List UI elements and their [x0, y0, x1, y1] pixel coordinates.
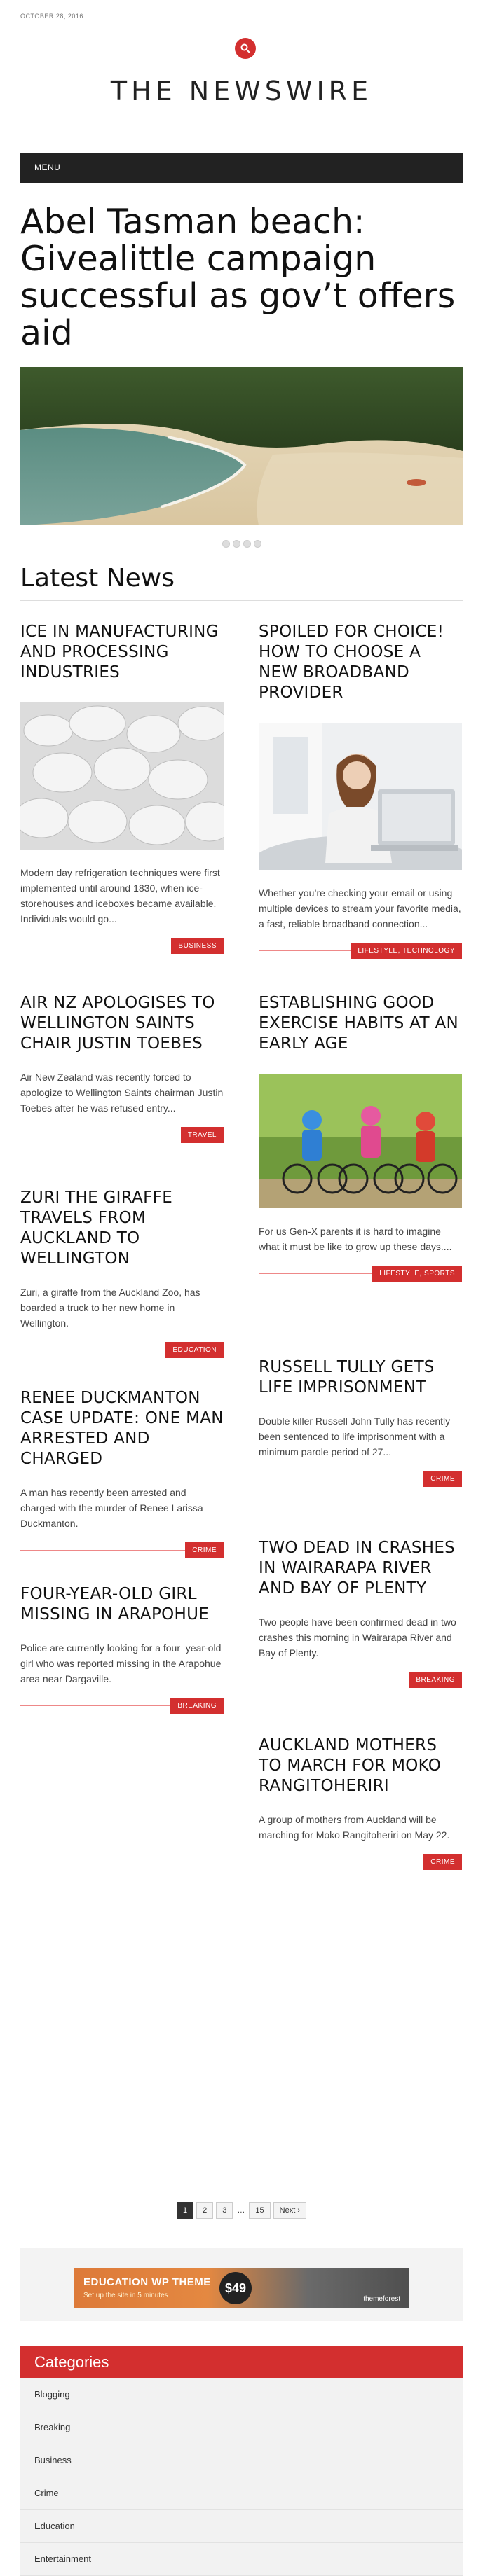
- post-title[interactable]: FOUR-YEAR-OLD GIRL MISSING IN ARAPOHUE: [20, 1585, 210, 1623]
- slider-dot[interactable]: [222, 540, 230, 548]
- post-card: [259, 1357, 462, 1488]
- category-link[interactable]: Blogging: [20, 2378, 463, 2411]
- post-image-ice[interactable]: [20, 702, 224, 850]
- categories-list: [20, 2378, 463, 2576]
- ad-banner[interactable]: [74, 2268, 409, 2308]
- post-card: [20, 1388, 224, 1559]
- post-title[interactable]: AUCKLAND MOTHERS TO MARCH FOR MOKO RANGITOHERIRI: [259, 1736, 442, 1795]
- post-title[interactable]: AIR NZ APOLOGISES TO WELLINGTON SAINTS CHAIR JUSTIN TOEBES: [20, 994, 215, 1053]
- post-title[interactable]: TWO DEAD IN CRASHES IN WAIRARAPA RIVER AND BAY OF PLENTY: [259, 1539, 456, 1598]
- post-title[interactable]: SPOILED FOR CHOICE! HOW TO CHOOSE A NEW BROADBAND PROVIDER: [259, 623, 444, 702]
- post-excerpt: For us Gen-X parents it is hard to imagine what it must be like to grow up these days....: [259, 1226, 452, 1252]
- ad-subtitle: Set up the site in 5 minutes: [83, 2292, 168, 2299]
- post-excerpt: Whether you’re checking your email or using multiple devices to stream your favorite media, a fast, reliable broadband connection...: [259, 887, 461, 929]
- post-card: [20, 622, 224, 955]
- categories-widget-title: Categories: [20, 2346, 463, 2378]
- post-image-laptop[interactable]: [259, 723, 462, 870]
- post-card: [259, 993, 462, 1282]
- post-excerpt: Double killer Russell John Tully has recently been sentenced to life imprisonment with a minimum parole period of 27...: [259, 1415, 451, 1457]
- category-tag[interactable]: BREAKING: [170, 1698, 224, 1714]
- category-link[interactable]: Entertainment: [20, 2543, 463, 2576]
- site-title[interactable]: THE NEWSWIRE: [110, 76, 373, 106]
- post-meta: [259, 1471, 462, 1488]
- category-tag[interactable]: BREAKING: [409, 1672, 462, 1688]
- category-tag[interactable]: LIFESTYLE, SPORTS: [372, 1266, 462, 1282]
- menu-button[interactable]: MENU: [20, 153, 463, 183]
- ad-container: [20, 2248, 463, 2321]
- post-card: [259, 1736, 462, 1871]
- pagination: [0, 2202, 483, 2219]
- category-tag[interactable]: CRIME: [185, 1542, 224, 1558]
- category-link[interactable]: Crime: [20, 2477, 463, 2510]
- post-card: [259, 1538, 462, 1689]
- category-tag[interactable]: EDUCATION: [165, 1342, 224, 1358]
- page-link[interactable]: 3: [216, 2202, 233, 2219]
- post-meta: [259, 1266, 462, 1282]
- post-card: [20, 1584, 224, 1715]
- category-tag[interactable]: BUSINESS: [171, 938, 224, 954]
- post-card: [20, 993, 224, 1144]
- post-title[interactable]: ZURI THE GIRAFFE TRAVELS FROM AUCKLAND TO WELLINGTON: [20, 1189, 173, 1268]
- category-tag[interactable]: LIFESTYLE, TECHNOLOGY: [351, 943, 462, 959]
- ad-title: EDUCATION WP THEME: [83, 2276, 211, 2288]
- post-meta: [20, 1342, 224, 1359]
- slider-dot[interactable]: [243, 540, 251, 548]
- post-excerpt: Two people have been confirmed dead in two crashes this morning in Wairarapa River and Bay of Plenty.: [259, 1616, 456, 1659]
- date-label: OCTOBER 28, 2016: [20, 13, 83, 20]
- category-tag[interactable]: TRAVEL: [181, 1127, 224, 1143]
- post-meta: [20, 1542, 224, 1559]
- divider: [20, 600, 463, 601]
- post-card: [259, 622, 462, 960]
- page-link[interactable]: 2: [196, 2202, 213, 2219]
- hero-image[interactable]: [20, 367, 463, 525]
- ad-brand: themeforest: [363, 2295, 400, 2303]
- post-excerpt: A group of mothers from Auckland will be marching for Moko Rangitoheriri on May 22.: [259, 1814, 450, 1841]
- search-icon[interactable]: [235, 38, 256, 59]
- post-image-bikes[interactable]: [259, 1074, 462, 1208]
- pagination-ellipsis: …: [237, 2206, 245, 2215]
- post-meta: [259, 1672, 462, 1689]
- post-meta: [20, 1698, 224, 1715]
- post-excerpt: A man has recently been arrested and charged with the murder of Renee Larissa Duckmanton.: [20, 1487, 203, 1529]
- category-link[interactable]: Breaking: [20, 2411, 463, 2444]
- page-link-last[interactable]: 15: [249, 2202, 270, 2219]
- section-title: Latest News: [20, 564, 175, 593]
- hero-headline[interactable]: Abel Tasman beach: Givealittle campaign successful as gov’t offers aid: [20, 202, 456, 353]
- post-card: [20, 1188, 224, 1359]
- next-page-button[interactable]: Next ›: [273, 2202, 306, 2219]
- post-excerpt: Zuri, a giraffe from the Auckland Zoo, has boarded a truck to her new home in Wellington.: [20, 1287, 200, 1329]
- post-excerpt: Police are currently looking for a four–year-old girl who was reported missing in the Arapohue area near Dargaville.: [20, 1642, 222, 1684]
- category-link[interactable]: Education: [20, 2510, 463, 2543]
- post-meta: [20, 938, 224, 955]
- post-title[interactable]: RENEE DUCKMANTON CASE UPDATE: ONE MAN ARRESTED AND CHARGED: [20, 1389, 224, 1468]
- post-title[interactable]: ESTABLISHING GOOD EXERCISE HABITS AT AN EARLY AGE: [259, 994, 459, 1053]
- category-tag[interactable]: CRIME: [423, 1854, 462, 1870]
- post-excerpt: Air New Zealand was recently forced to apologize to Wellington Saints chairman Justin Toebes after he was refused entry...: [20, 1072, 224, 1114]
- post-excerpt: Modern day refrigeration techniques were first implemented until around 1830, when ice-storehouses and iceboxes became available. Individuals would go...: [20, 867, 220, 925]
- post-meta: [259, 1854, 462, 1871]
- post-title[interactable]: ICE IN MANUFACTURING AND PROCESSING INDUSTRIES: [20, 623, 219, 681]
- page-link-current[interactable]: 1: [177, 2202, 193, 2219]
- post-meta: [259, 943, 462, 960]
- slider-dot[interactable]: [254, 540, 261, 548]
- ad-price-badge: $49: [219, 2272, 252, 2304]
- category-tag[interactable]: CRIME: [423, 1471, 462, 1487]
- post-meta: [20, 1127, 224, 1144]
- post-title[interactable]: RUSSELL TULLY GETS LIFE IMPRISONMENT: [259, 1358, 435, 1397]
- category-link[interactable]: Business: [20, 2444, 463, 2477]
- slider-dots: [0, 539, 483, 551]
- slider-dot[interactable]: [233, 540, 240, 548]
